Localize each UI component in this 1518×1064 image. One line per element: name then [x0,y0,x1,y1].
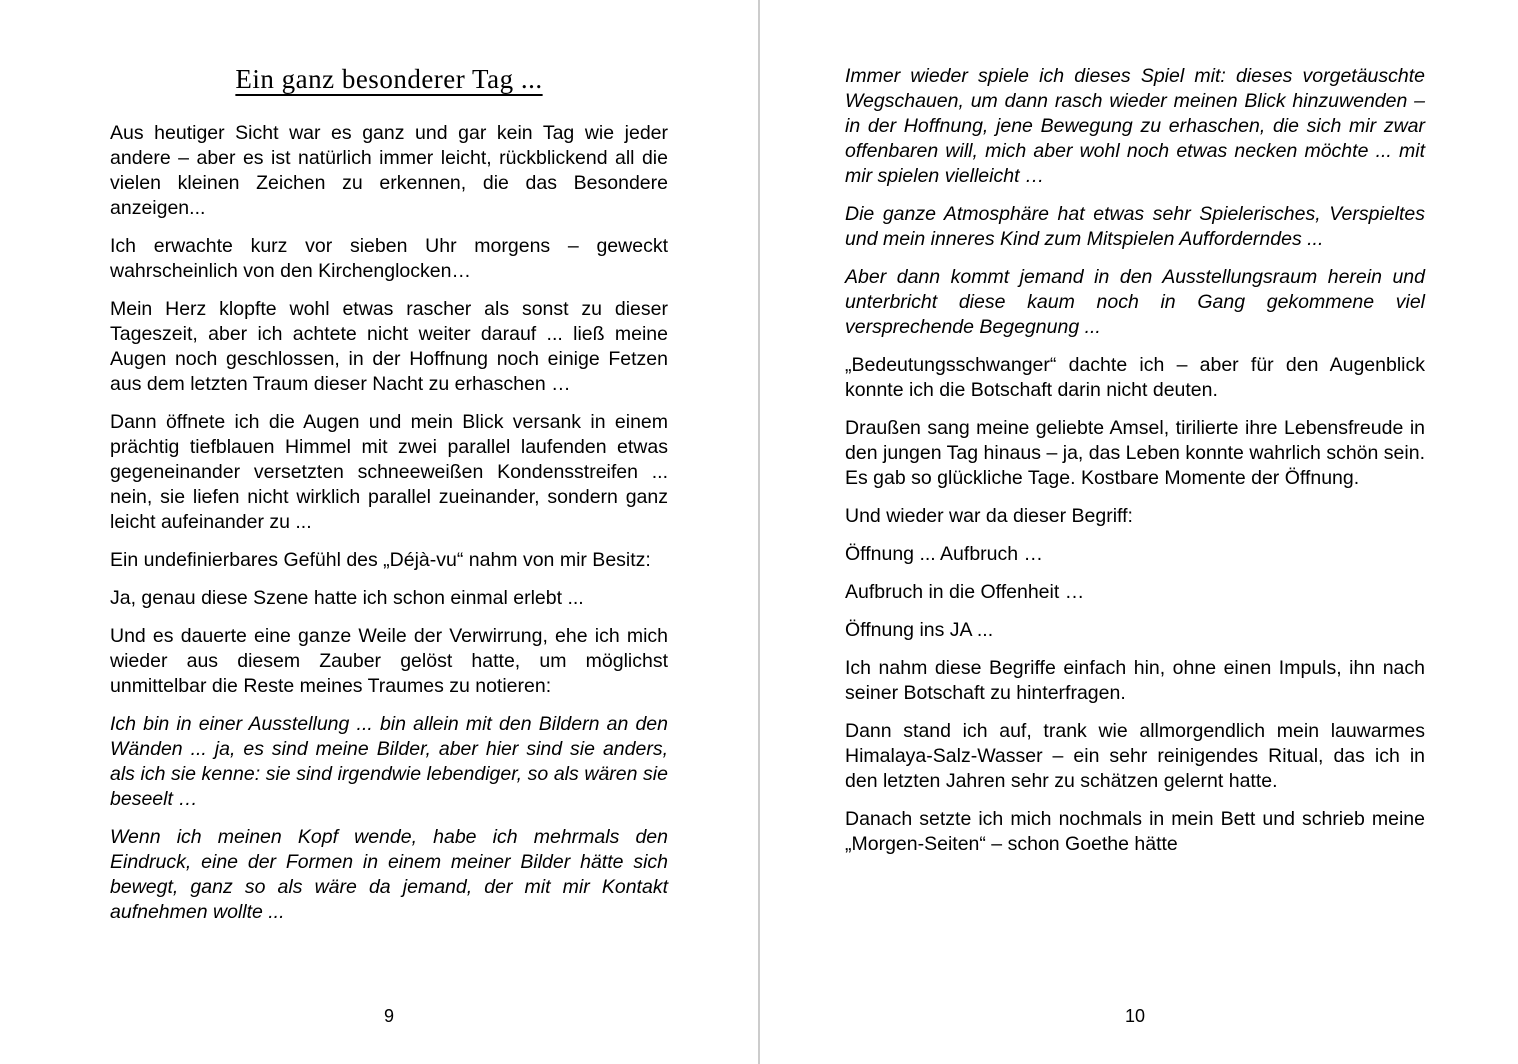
page-9-content [110,64,668,938]
paragraph: Und es dauerte eine ganze Weile der Verwirrung, ehe ich mich wieder aus diesem Zauber gelöst hatte, um möglichst unmittelbar die Reste meines Traumes zu notieren: [110,625,668,697]
page-10-body [845,64,1425,857]
paragraph: Ich bin in einer Ausstellung ... bin allein mit den Bildern an den Wänden ... ja, es sind meine Bilder, aber hier sind sie anders, als ich sie kenne: sie sind irgendwie lebendiger, so als wären sie beseelt … [110,713,668,810]
paragraph: Immer wieder spiele ich dieses Spiel mit: dieses vorgetäuschte Wegschauen, um dann rasch wieder meinen Blick hinzuwenden – in der Hoffnung, jene Bewegung zu erhaschen, die sich mir zwar offenbaren will, mich aber wohl noch etwas necken möchte ... mit mir spielen vielleicht … [845,65,1425,187]
paragraph: Danach setzte ich mich nochmals in mein Bett und schrieb meine „Morgen-Seiten“ – schon Goethe hätte [845,808,1425,855]
paragraph: Die ganze Atmosphäre hat etwas sehr Spielerisches, Verspieltes und mein inneres Kind zum Mitspielen Aufforderndes ... [845,203,1425,250]
paragraph: Aufbruch in die Offenheit … [845,581,1085,603]
page-10 [760,0,1518,1064]
paragraph: Öffnung ... Aufbruch … [845,543,1044,565]
page-number-left: 9 [383,1006,394,1026]
paragraph: Dann stand ich auf, trank wie allmorgendlich mein lauwarmes Himalaya-Salz-Wasser – ein sehr reinigendes Ritual, das ich in den letzten Jahren sehr zu schätzen gelernt hatte. [845,720,1425,792]
paragraph: Öffnung ins JA ... [845,619,994,641]
chapter-title: Ein ganz besonderer Tag ... [235,64,543,94]
paragraph: Aus heutiger Sicht war es ganz und gar kein Tag wie jeder andere – aber es ist natürlich immer leicht, rückblickend all die vielen kleinen Zeichen zu erkennen, die das Besondere anzeigen... [110,122,668,219]
paragraph: Ja, genau diese Szene hatte ich schon einmal erlebt ... [110,587,584,609]
paragraph: Ein undefinierbares Gefühl des „Déjà-vu“ nahm von mir Besitz: [110,549,651,571]
page-9 [0,0,758,1064]
paragraph: Und wieder war da dieser Begriff: [845,505,1133,527]
paragraph: Ich nahm diese Begriffe einfach hin, ohne einen Impuls, ihn nach seiner Botschaft zu hinterfragen. [845,657,1425,704]
paragraph: „Bedeutungsschwanger“ dachte ich – aber für den Augenblick konnte ich die Botschaft darin nicht deuten. [845,354,1425,401]
page-9-body [110,121,668,925]
paragraph: Aber dann kommt jemand in den Ausstellungsraum herein und unterbricht diese kaum noch in Gang gekommene viel versprechende Begegnung ... [845,266,1425,338]
paragraph: Mein Herz klopfte wohl etwas rascher als sonst zu dieser Tageszeit, aber ich achtete nicht weiter darauf ... ließ meine Augen noch geschlossen, in der Hoffnung noch einige Fetzen aus dem letzten Traum dieser Nacht zu erhaschen … [110,298,668,395]
paragraph: Dann öffnete ich die Augen und mein Blick versank in einem prächtig tiefblauen Himmel mit zwei parallel laufenden etwas gegeneinander versetzten schneeweißen Kondensstreifen ... nein, sie liefen nicht wirklich parallel zueinander, sondern ganz leicht aufeinander zu ... [110,411,668,533]
page-number-right: 10 [1124,1006,1146,1026]
page-10-content [845,64,1425,870]
paragraph: Ich erwachte kurz vor sieben Uhr morgens – geweckt wahrscheinlich von den Kirchenglocken… [110,235,668,282]
paragraph: Draußen sang meine geliebte Amsel, tirilierte ihre Lebensfreude in den jungen Tag hinaus – ja, das Leben konnte wahrlich schön sein. Es gab so glückliche Tage. Kostbare Momente der Öffnung. [845,417,1425,489]
paragraph: Wenn ich meinen Kopf wende, habe ich mehrmals den Eindruck, eine der Formen in einem meiner Bilder hätte sich bewegt, ganz so als wäre da jemand, der mit mir Kontakt aufnehmen wollte ... [110,826,668,923]
